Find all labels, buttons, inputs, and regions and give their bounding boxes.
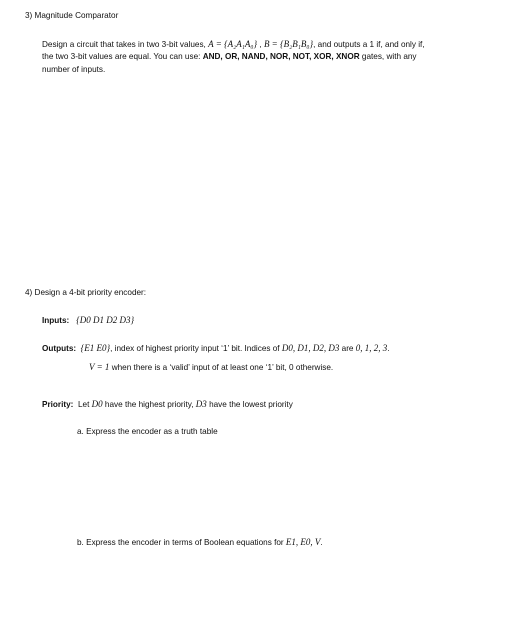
gate-list: AND, OR, NAND, NOR, NOT, XOR, XNOR — [202, 52, 360, 61]
q3-heading: 3) Magnitude Comparator — [25, 11, 119, 20]
math-d0: D0 — [91, 399, 103, 409]
q3-line-2 — [42, 52, 417, 61]
q3-text: , and outputs a 1 if, and only if, — [313, 40, 425, 49]
priority-line — [42, 399, 293, 409]
priority-text: have the lowest priority — [206, 400, 293, 409]
outputs-line-2 — [89, 362, 333, 372]
q3-text: the two 3-bit values are equal. You can use: — [42, 52, 203, 61]
math-d-list: D0, D1, D2, D3 — [281, 343, 340, 353]
inputs-line — [42, 315, 134, 325]
inputs-label: Inputs: — [42, 316, 70, 325]
priority-text: have the highest priority, — [102, 400, 196, 409]
q3-line-3: number of inputs. — [42, 65, 106, 74]
outputs-label: Outputs: — [42, 344, 77, 353]
math-index-list: 0, 1, 2, 3 — [355, 343, 388, 353]
outputs-text: 0 — [289, 363, 294, 372]
part-b-text: . — [320, 538, 323, 547]
priority-label: Priority: — [42, 400, 74, 409]
outputs-text: when there is a ‘valid’ input of at least one ‘1’ bit, — [109, 363, 290, 372]
outputs-text: , index of highest priority input ‘1’ bit. Indices of — [110, 344, 282, 353]
q3-line-1 — [42, 39, 425, 49]
outputs-value: {E1 E0} — [80, 343, 111, 353]
math-a: A = {A₂A₁A₀} — [208, 39, 258, 49]
q3-text: , — [257, 40, 264, 49]
math-v-eq: V = 1 — [89, 362, 110, 372]
inputs-value: {D0 D1 D2 D3} — [76, 315, 135, 325]
math-b: B = {B₂B₁B₀} — [263, 39, 314, 49]
math-outputs: E1, E0, V — [285, 537, 321, 547]
q3-text: gates, with any — [359, 52, 417, 61]
outputs-text: are — [339, 344, 356, 353]
part-b-text: b. Express the encoder in terms of Boolean equations for — [77, 538, 286, 547]
part-b — [77, 537, 323, 547]
math-d3: D3 — [195, 399, 207, 409]
q4-heading: 4) Design a 4-bit priority encoder: — [25, 288, 147, 297]
part-a: a. Express the encoder as a truth table — [77, 427, 218, 436]
q3-text: Design a circuit that takes in two 3-bit values, — [42, 40, 209, 49]
outputs-text: otherwise. — [293, 363, 334, 372]
outputs-text: . — [387, 344, 390, 353]
outputs-line-1 — [42, 343, 390, 353]
priority-text: Let — [77, 400, 92, 409]
